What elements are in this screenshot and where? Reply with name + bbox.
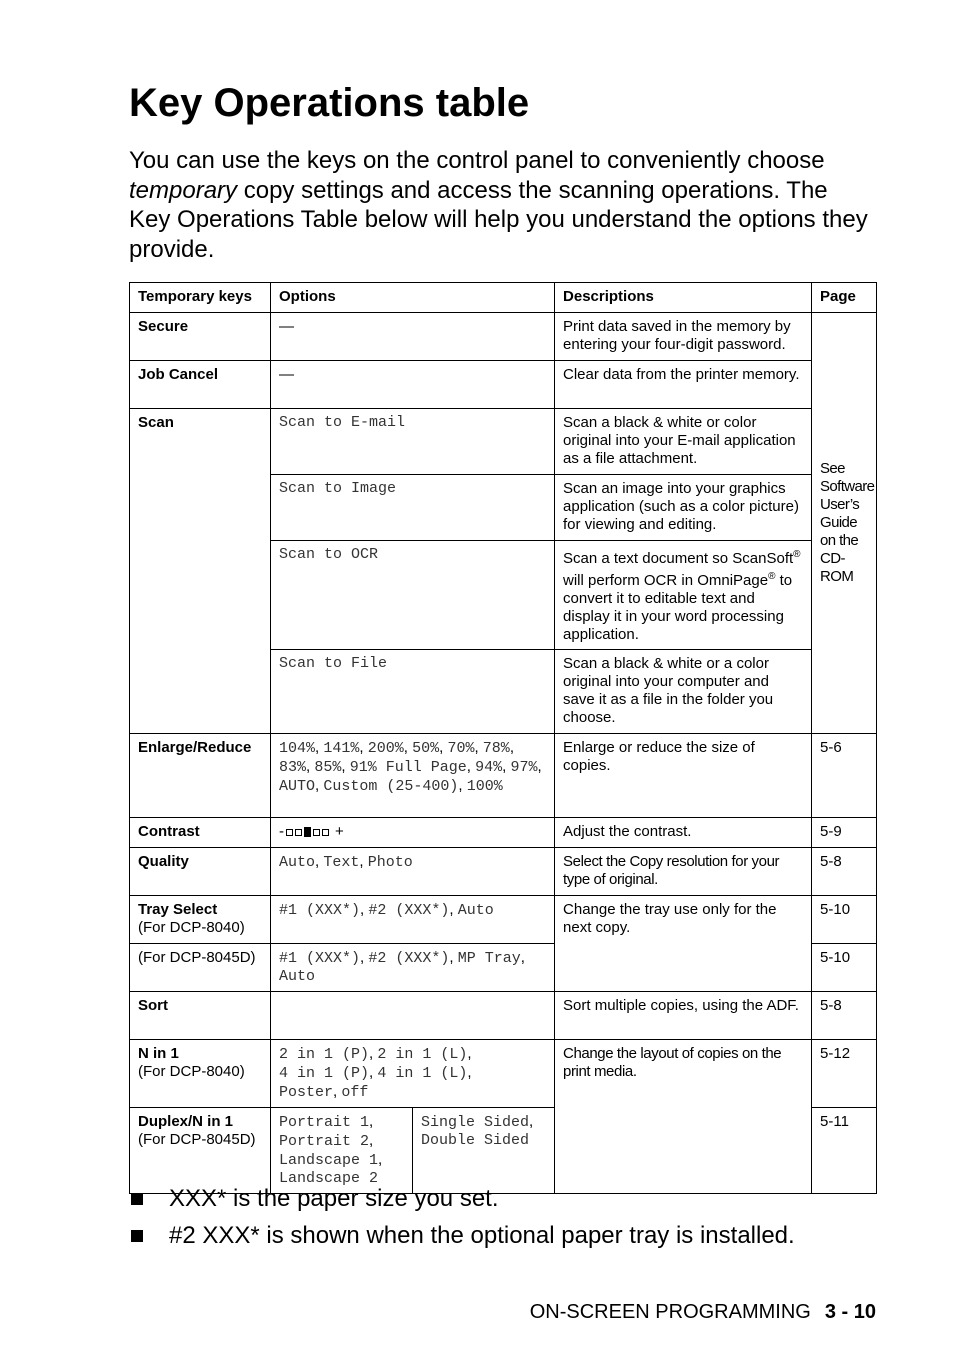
- option-sort: [271, 992, 555, 1040]
- list-item: [129, 1217, 795, 1254]
- intro-emphasis: temporary: [129, 176, 238, 204]
- options-duplex-orientation: Portrait 1, Portrait 2, Landscape 1, Landscape 2: [271, 1108, 413, 1194]
- option-value: 83%: [279, 759, 307, 776]
- option-value: Landscape 2: [279, 1170, 379, 1187]
- option-value: Single Sided: [421, 1114, 530, 1131]
- duplex-model: (For DCP-8045D): [138, 1131, 256, 1148]
- note-text: XXX* is the paper size you set.: [169, 1185, 499, 1212]
- footer-page-number: 3 - 10: [824, 1301, 876, 1323]
- contrast-bar: [295, 829, 302, 836]
- header-descriptions: Descriptions: [555, 283, 812, 313]
- tray-select-label: Tray Select: [138, 901, 218, 918]
- key-enlarge-reduce: Enlarge/Reduce: [130, 734, 271, 818]
- page-tray-select-8040: 5-10: [812, 896, 877, 944]
- option-value: 4 in 1 (L): [377, 1065, 468, 1082]
- option-contrast-scale: [271, 818, 555, 848]
- page-duplex-n-in-1: 5-11: [812, 1108, 877, 1194]
- option-value: 91% Full Page: [349, 759, 467, 776]
- header-page: Page: [812, 283, 877, 313]
- option-value: 78%: [482, 740, 510, 757]
- desc-scan-to-image: Scan an image into your graphics application (such as a color picture) for viewing and editing.: [555, 475, 812, 541]
- option-value: Photo: [367, 854, 413, 871]
- table-row: [130, 734, 877, 818]
- option-value: Text: [323, 854, 360, 871]
- desc-job-cancel: Clear data from the printer memory.: [555, 361, 812, 409]
- desc-scan-to-file: Scan a black & white or a color original into your computer and save it as a file in the folder you choose.: [555, 650, 812, 734]
- option-value: 100%: [466, 778, 503, 795]
- table-row: [130, 992, 877, 1040]
- header-temporary-keys: Temporary keys: [130, 283, 271, 313]
- table-row: [130, 896, 877, 944]
- contrast-plus: +: [335, 823, 344, 840]
- bullet-square-icon: [131, 1193, 143, 1205]
- page-contrast: 5-9: [812, 818, 877, 848]
- option-value: Auto: [279, 968, 316, 985]
- intro-text-2: copy settings and access the scanning operations. The Key Operations Table below will help you understand the options they provide.: [129, 176, 868, 263]
- page-footer: [530, 1299, 876, 1325]
- table-row: [130, 361, 877, 409]
- key-quality: Quality: [130, 848, 271, 896]
- page-enlarge-reduce: 5-6: [812, 734, 877, 818]
- desc-contrast: Adjust the contrast.: [555, 818, 812, 848]
- desc-secure: Print data saved in the memory by entering your four-digit password.: [555, 313, 812, 361]
- key-contrast: Contrast: [130, 818, 271, 848]
- option-value: #1 (XXX*): [279, 950, 361, 967]
- page-tray-select-8045d: 5-10: [812, 944, 877, 992]
- option-scan-to-image: Scan to Image: [271, 475, 555, 541]
- header-options: Options: [271, 283, 555, 313]
- option-value: 4 in 1 (P): [279, 1065, 370, 1082]
- list-item: [129, 1180, 795, 1217]
- options-n-in-1: 2 in 1 (P), 2 in 1 (L), 4 in 1 (P), 4 in 1 (L), Poster, off: [271, 1040, 555, 1108]
- n-in-1-model: (For DCP-8040): [138, 1063, 245, 1080]
- option-value: #1 (XXX*): [279, 902, 361, 919]
- key-n-in-1: [130, 1040, 271, 1108]
- option-scan-to-file: Scan to File: [271, 650, 555, 734]
- duplex-label: Duplex/N in 1: [138, 1113, 234, 1130]
- option-value: 2 in 1 (P): [279, 1046, 370, 1063]
- page-title: Key Operations table: [129, 81, 530, 125]
- desc-quality: Select the Copy resolution for your type of original.: [555, 848, 812, 896]
- options-tray-select-8045d: #1 (XXX*), #2 (XXX*), MP Tray, Auto: [271, 944, 555, 992]
- notes-list: [129, 1180, 795, 1254]
- option-value: #2 (XXX*): [368, 950, 450, 967]
- option-value: Landscape 1: [279, 1152, 379, 1169]
- note-text: #2 XXX* is shown when the optional paper tray is installed.: [169, 1222, 795, 1249]
- option-value: 50%: [412, 740, 440, 757]
- desc-enlarge-reduce: Enlarge or reduce the size of copies.: [555, 734, 812, 818]
- contrast-minus: -: [279, 823, 284, 840]
- option-value: Double Sided: [421, 1132, 530, 1149]
- contrast-bar: [313, 829, 320, 836]
- page-see-software-guide: See Software User’s Guide on the CD-ROM: [812, 313, 877, 734]
- options-quality: Auto, Text, Photo: [271, 848, 555, 896]
- key-tray-select: [130, 896, 271, 944]
- key-scan: Scan: [130, 409, 271, 734]
- options-duplex-sides: Single Sided, Double Sided: [413, 1108, 555, 1194]
- contrast-bar: [286, 829, 293, 836]
- option-scan-to-email: Scan to E-mail: [271, 409, 555, 475]
- page-n-in-1: 5-12: [812, 1040, 877, 1108]
- key-operations-table: [129, 282, 877, 1194]
- intro-text-1: You can use the keys on the control panel to conveniently choose: [129, 147, 825, 174]
- key-job-cancel: Job Cancel: [130, 361, 271, 409]
- desc-scan-to-ocr: Scan a text document so ScanSoft® will perform OCR in OmniPage® to convert it to editable text and display it in your word processing application.: [555, 541, 812, 650]
- option-value: Auto: [279, 854, 316, 871]
- key-tray-select-8045d: (For DCP-8045D): [130, 944, 271, 992]
- option-value: Auto: [457, 902, 494, 919]
- option-value: #2 (XXX*): [368, 902, 450, 919]
- table-row: [130, 409, 877, 475]
- table-header-row: [130, 283, 877, 313]
- contrast-bar-current: [304, 827, 311, 837]
- options-enlarge-reduce: 104%, 141%, 200%, 50%, 70%, 78%, 83%, 85%, 91% Full Page, 94%, 97%, AUTO, Custom (25-400), 100%: [271, 734, 555, 818]
- key-sort: Sort: [130, 992, 271, 1040]
- option-scan-to-ocr: Scan to OCR: [271, 541, 555, 650]
- footer-section: ON-SCREEN PROGRAMMING: [529, 1301, 811, 1323]
- desc-sort: Sort multiple copies, using the ADF.: [555, 992, 812, 1040]
- option-value: 85%: [314, 759, 342, 776]
- desc-tray-select: Change the tray use only for the next copy.: [555, 896, 812, 992]
- bullet-square-icon: [131, 1230, 143, 1242]
- option-value: 2 in 1 (L): [377, 1046, 468, 1063]
- n-in-1-label: N in 1: [138, 1045, 179, 1062]
- contrast-bar: [322, 829, 329, 836]
- option-value: off: [341, 1084, 369, 1101]
- option-value: 94%: [475, 759, 503, 776]
- option-value: Portrait 2: [279, 1133, 370, 1150]
- option-value: Poster: [279, 1084, 334, 1101]
- option-secure: —: [271, 313, 555, 361]
- key-secure: Secure: [130, 313, 271, 361]
- contrast-scale: [279, 823, 344, 841]
- tray-select-model-8040: (For DCP-8040): [138, 919, 245, 936]
- option-job-cancel: —: [271, 361, 555, 409]
- option-value: AUTO: [279, 778, 316, 795]
- option-value: MP Tray: [457, 950, 521, 967]
- table-row: [130, 848, 877, 896]
- table-row: [130, 1040, 877, 1108]
- option-value: 104%: [279, 740, 316, 757]
- table-row: [130, 818, 877, 848]
- table-row: [130, 313, 877, 361]
- option-value: 97%: [510, 759, 538, 776]
- option-value: Portrait 1: [279, 1114, 370, 1131]
- option-value: 141%: [323, 740, 360, 757]
- options-tray-select-8040: #1 (XXX*), #2 (XXX*), Auto: [271, 896, 555, 944]
- option-value: 70%: [447, 740, 475, 757]
- page-quality: 5-8: [812, 848, 877, 896]
- option-value: Custom (25-400): [323, 778, 459, 795]
- option-value: 200%: [367, 740, 404, 757]
- desc-n-in-1: Change the layout of copies on the print media.: [555, 1040, 812, 1194]
- page-sort: 5-8: [812, 992, 877, 1040]
- desc-scan-to-email: Scan a black & white or color original into your E-mail application as a file attachment.: [555, 409, 812, 475]
- intro-paragraph: [129, 146, 869, 264]
